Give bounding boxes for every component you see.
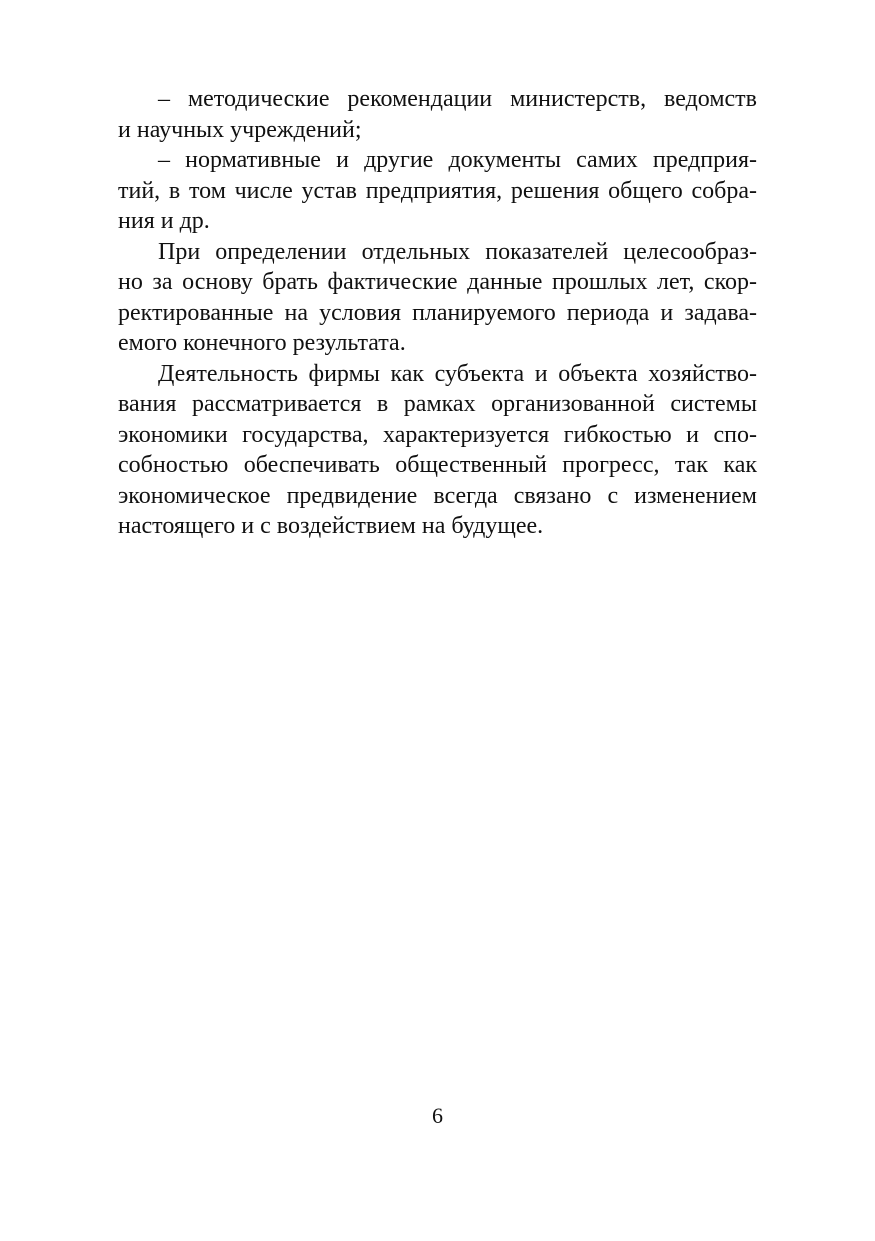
- text-line: При определении отдельных показателей целесообраз-: [158, 238, 757, 265]
- text-line: ния и др.: [118, 208, 210, 234]
- text-line: емого конечного результата.: [118, 330, 406, 356]
- text-line: – методические рекомендации министерств, ведомств: [158, 86, 757, 112]
- text-line: ректированные на условия планируемого периода и задава-: [118, 299, 757, 326]
- text-line: но за основу брать фактические данные прошлых лет, скор-: [118, 269, 757, 295]
- text-line: настоящего и с воздействием на будущее.: [118, 513, 544, 539]
- page-number: 6: [432, 1103, 443, 1128]
- list-item-normative-documents: [118, 145, 757, 237]
- text-line: и научных учреждений;: [118, 116, 362, 143]
- text-line: экономики государства, характеризуется гибкостью и спо-: [118, 421, 757, 448]
- text-line: собностью обеспечивать общественный прогресс, так как: [118, 452, 757, 478]
- text-line: – нормативные и другие документы самих предприя-: [158, 147, 757, 173]
- text-line: экономическое предвидение всегда связано с изменением: [118, 482, 757, 509]
- paragraph-firm-activity: [118, 359, 757, 542]
- text-line: вания рассматривается в рамках организованной системы: [118, 391, 757, 417]
- text-line: Деятельность фирмы как субъекта и объекта хозяйство-: [158, 360, 757, 387]
- paragraph-indicators: [118, 237, 757, 359]
- list-item-methodical-recommendations: [118, 84, 757, 145]
- text-line: тий, в том числе устав предприятия, решения общего собра-: [118, 177, 757, 204]
- body-text: [118, 84, 757, 542]
